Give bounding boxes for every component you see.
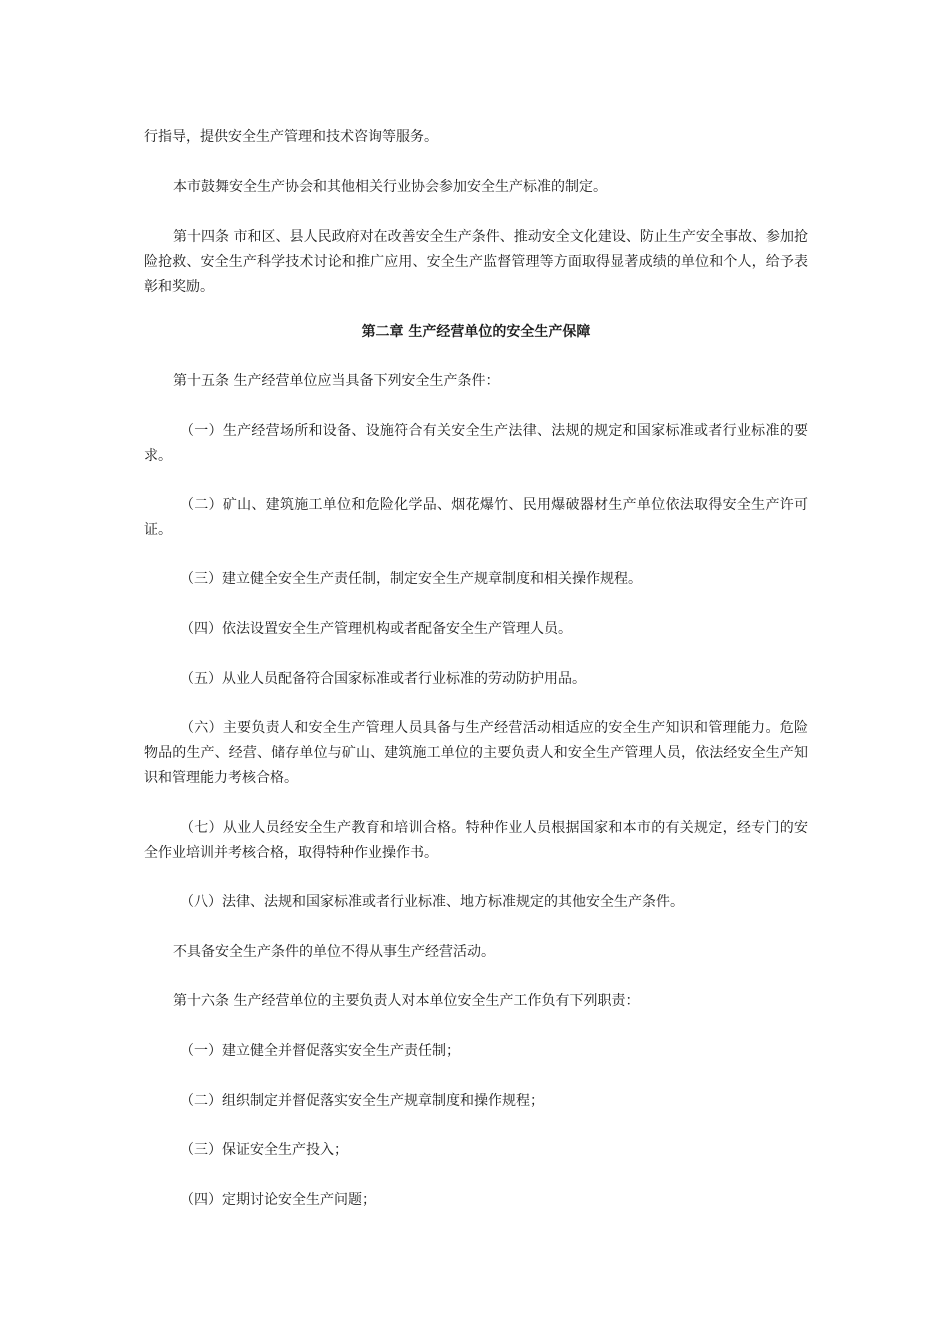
article-15-item-3: （三）建立健全安全生产责任制，制定安全生产规章制度和相关操作规程。 [180,571,642,587]
article-15-item-6: （六）主要负责人和安全生产管理人员具备与生产经营活动相适应的安全生产知识和管理能力。危险物品的生产、经营、储存单位与矿山、建筑施工单位的主要负责人和安全生产管理人员，依法经安全生产知识和管理能力考核合格。 [144,720,808,786]
paragraph-association: 本市鼓舞安全生产协会和其他相关行业协会参加安全生产标准的制定。 [173,179,607,195]
article-16-item-2: （二）组织制定并督促落实安全生产规章制度和操作规程； [180,1093,544,1109]
article-16-item-3: （三）保证安全生产投入； [180,1142,348,1158]
article-16-item-4: （四）定期讨论安全生产问题； [180,1192,376,1208]
article-15-item-7: （七）从业人员经安全生产教育和培训合格。特种作业人员根据国家和本市的有关规定，经专门的安全作业培训并考核合格，取得特种作业操作书。 [144,820,808,861]
article-15-item-2: （二）矿山、建筑施工单位和危险化学品、烟花爆竹、民用爆破器材生产单位依法取得安全生产许可证。 [144,497,808,538]
chapter-heading: 第二章 生产经营单位的安全生产保障 [361,324,591,340]
article-14: 第十四条 市和区、县人民政府对在改善安全生产条件、推动安全文化建设、防止生产安全事故、参加抢险抢救、安全生产科学技术讨论和推广应用、安全生产监督管理等方面取得显著成绩的单位和个人，给予表彰和奖励。 [144,229,808,295]
article-15-item-4: （四）依法设置安全生产管理机构或者配备安全生产管理人员。 [180,621,572,637]
paragraph-prohibition: 不具备安全生产条件的单位不得从事生产经营活动。 [173,944,495,960]
article-15-item-8: （八）法律、法规和国家标准或者行业标准、地方标准规定的其他安全生产条件。 [180,894,684,910]
article-15-item-1: （一）生产经营场所和设备、设施符合有关安全生产法律、法规的规定和国家标准或者行业标准的要求。 [144,423,808,464]
paragraph-continuation: 行指导，提供安全生产管理和技术咨询等服务。 [144,129,438,145]
article-16-item-1: （一）建立健全并督促落实安全生产责任制； [180,1043,460,1059]
article-16: 第十六条 生产经营单位的主要负责人对本单位安全生产工作负有下列职责： [173,993,640,1009]
article-15-item-5: （五）从业人员配备符合国家标准或者行业标准的劳动防护用品。 [180,671,586,687]
article-15: 第十五条 生产经营单位应当具备下列安全生产条件： [173,373,500,389]
